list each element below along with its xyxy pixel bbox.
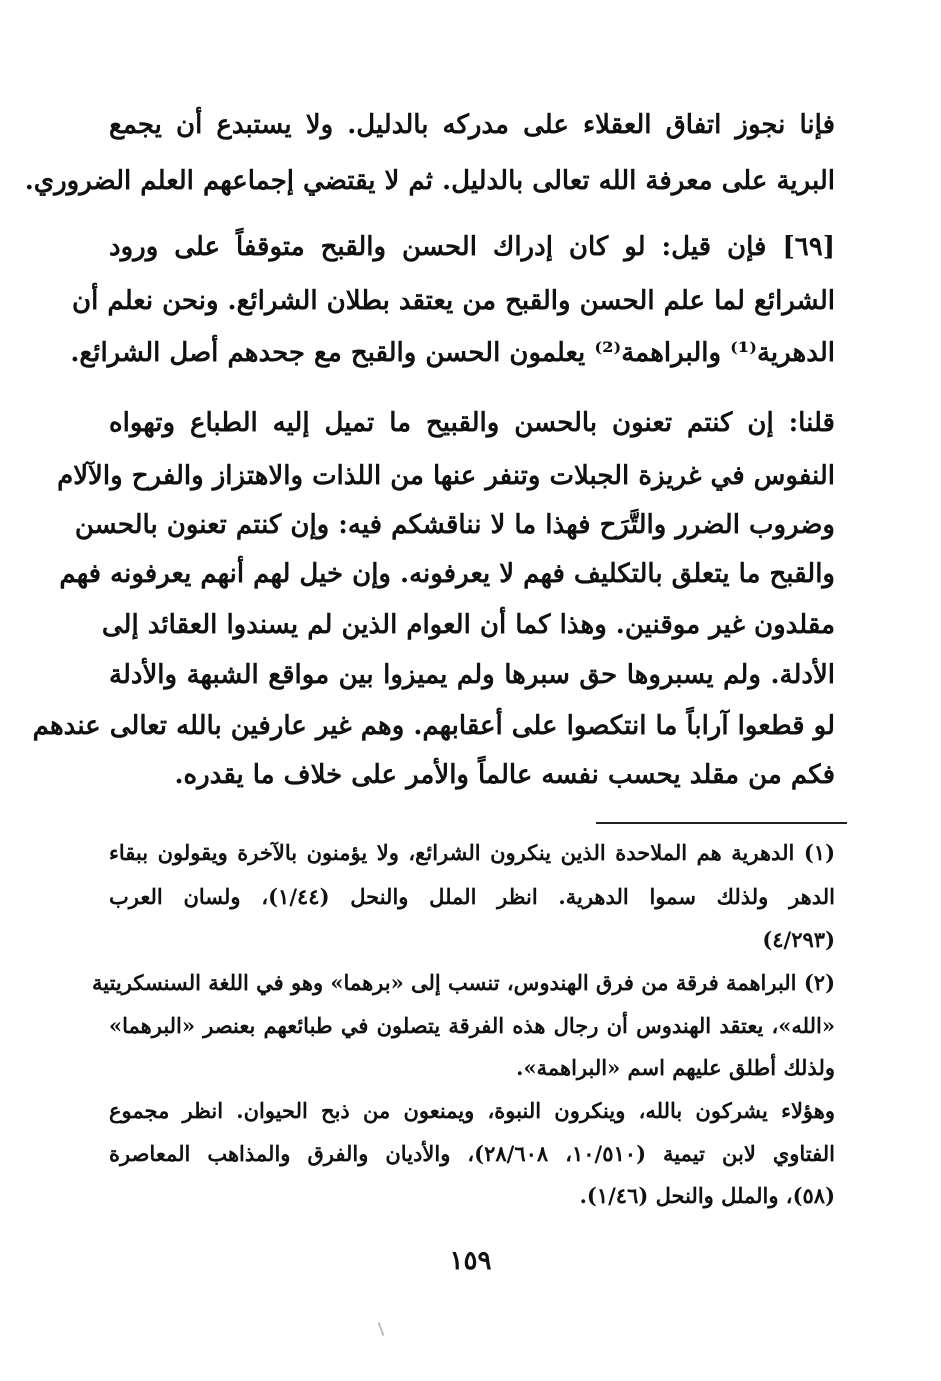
- footnote-2-line-2: «الله»، يعتقد الهندوس أن رجال هذه الفرقة يتصلون في طبائعهم بعنصر «البرهما»: [109, 1013, 835, 1038]
- paragraph-3-line-5: مقلدون غير موقنين. وهذا كما أن العوام الذين لم يسندوا العقائد إلى: [101, 610, 835, 640]
- paragraph-3-line-4: والقبح ما يتعلق بالتكليف فهم لا يعرفونه. وإن خيل لهم أنهم يعرفونه فهم: [59, 559, 835, 589]
- footnote-2-line-5: الفتاوي لابن تيمية (١٠/٥١٠، ٢٨/٦٠٨)، والأديان والفرق والمذاهب المعاصرة: [109, 1141, 835, 1166]
- paragraph-3-line-8: فكم من مقلد يحسب نفسه عالماً والأمر على خلاف ما يقدره.: [174, 760, 835, 790]
- scan-speck: [378, 1322, 385, 1336]
- paragraph-3-line-3: وضروب الضرر والتَّرَح فهذا ما لا نناقشكم فيه: وإن كنتم تعنون بالحسن: [74, 510, 835, 540]
- footnote-2-line-1: (٢) البراهمة فرقة من فرق الهندوس، تنسب إلى «برهما» وهو في اللغة السنسكريتية: [91, 970, 835, 995]
- paragraph-2-line-1: [٦٩] فإن قيل: لو كان إدراك الحسن والقبح متوقفاً على ورود: [109, 232, 835, 262]
- paragraph-2-line-2: الشرائع لما علم الحسن والقبح من يعتقد بطلان الشرائع. ونحن نعلم أن: [72, 286, 835, 316]
- footnote-2-line-3: ولذلك أطلق عليهم اسم «البراهمة».: [516, 1055, 835, 1080]
- footnote-2-line-4: وهؤلاء يشركون بالله، وينكرون النبوة، ويمنعون من ذبح الحيوان. انظر مجموع: [109, 1098, 835, 1123]
- paragraph-3-line-1: قلنا: إن كنتم تعنون بالحسن والقبيح ما تميل إليه الطباع وتهواه: [109, 408, 835, 438]
- paragraph-3-line-2: النفوس في غريزة الجبلات وتنفر عنها من اللذات والاهتزاز والفرح والآلام: [57, 461, 835, 491]
- paragraph-2-line-3: الدهرية⁽¹⁾ والبراهمة⁽²⁾ يعلمون الحسن والقبح مع جحدهم أصل الشرائع.: [70, 338, 835, 368]
- footnote-separator: [596, 822, 847, 824]
- footnote-1-line-2: الدهر ولذلك سموا الدهرية. انظر الملل والنحل (١/٤٤)، ولسان العرب: [109, 884, 835, 909]
- paragraph-3-line-7: لو قطعوا آراباً ما انتكصوا على أعقابهم. وهم غير عارفين بالله تعالى عندهم: [32, 711, 835, 741]
- footnote-1-line-3: (٤/٢٩٣): [762, 927, 835, 952]
- footnote-2-line-6: (٥٨)، والملل والنحل (١/٤٦).: [579, 1183, 835, 1208]
- footnote-1-line-1: (١) الدهرية هم الملاحدة الذين ينكرون الشرائع، ولا يؤمنون بالآخرة ويقولون ببقاء: [109, 840, 835, 865]
- page-number: ١٥٩: [449, 1246, 492, 1276]
- paragraph-1-line-1: فإنا نجوز اتفاق العقلاء على مدركه بالدليل. ولا يستبدع أن يجمع: [109, 110, 835, 140]
- paragraph-3-line-6: الأدلة. ولم يسبروها حق سبرها ولم يميزوا بين مواقع الشبهة والأدلة: [109, 660, 835, 690]
- paragraph-1-line-2: البرية على معرفة الله تعالى بالدليل. ثم لا يقتضي إجماعهم العلم الضروري.: [24, 166, 835, 196]
